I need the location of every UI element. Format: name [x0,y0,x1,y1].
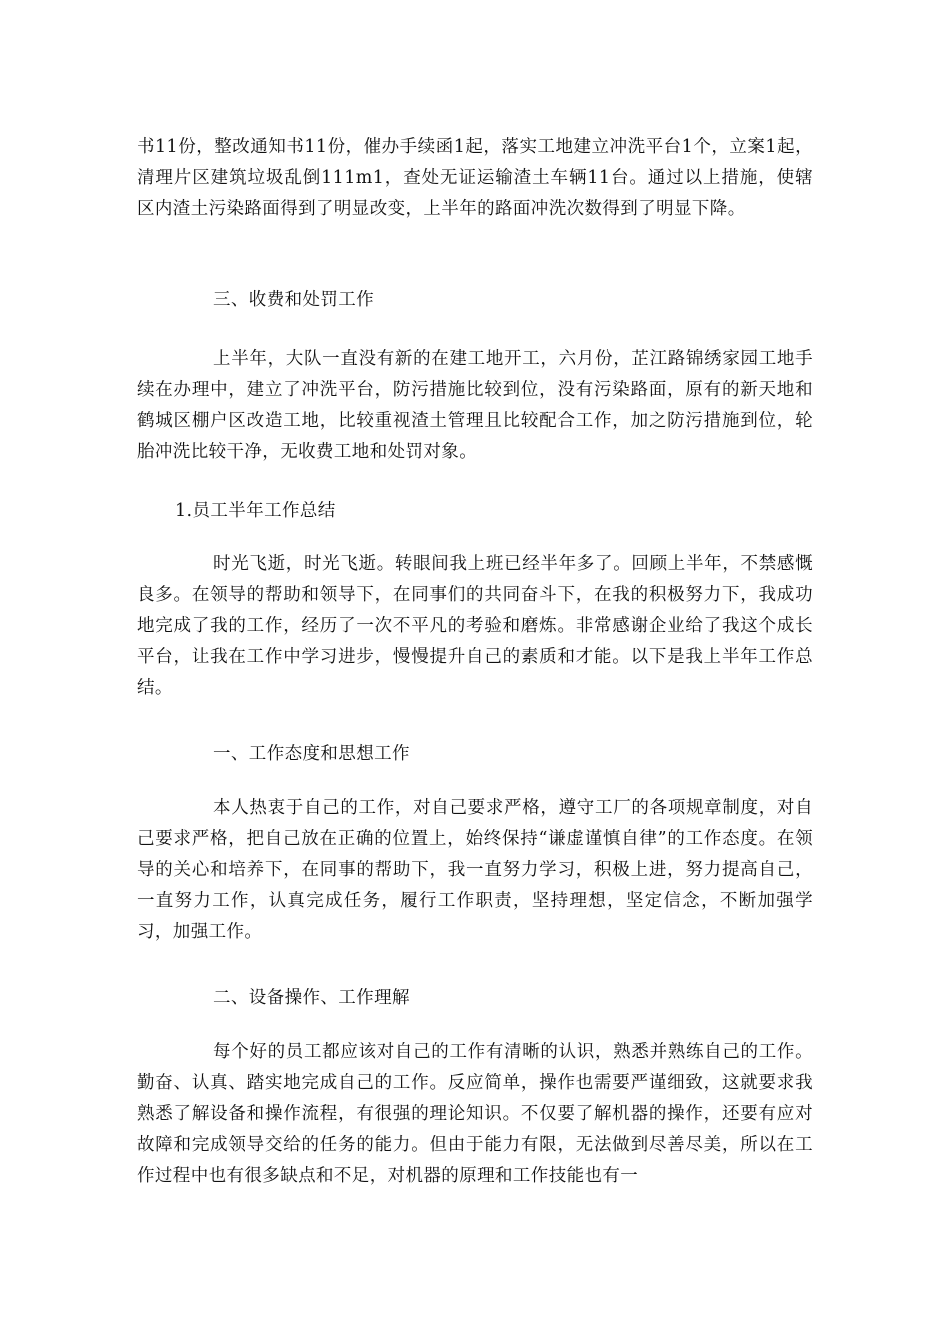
paragraph-summary-introduction: 时光飞逝，时光飞逝。转眼间我上班已经半年多了。回顾上半年，不禁感慨良多。在领导的帮助和领导下，在同事们的共同奋斗下，在我的积极努力下，我成功地完成了我的工作，经历了一次不平凡的考验和磨炼。非常感谢企业给了我这个成长平台，让我在工作中学习进步，慢慢提升自己的素质和才能。以下是我上半年工作总结。 [137,554,813,698]
heading-equipment-operation: 二、设备操作、工作理解 [213,988,410,1008]
paragraph-equipment-operation: 每个好的员工都应该对自己的工作有清晰的认识，熟悉并熟练自己的工作。勤奋、认真、踏实地完成自己的工作。反应简单，操作也需要严谨细致，这就要求我熟悉了解设备和操作流程，有很强的理论知识。不仅要了解机器的操作，还要有应对故障和完成领导交给的任务的能力。但由于能力有限，无法做到尽善尽美，所以在工作过程中也有很多缺点和不足，对机器的原理和工作技能也有一 [137,1042,813,1186]
heading-work-attitude: 一、工作态度和思想工作 [213,744,410,764]
heading-fees-and-penalties: 三、收费和处罚工作 [213,290,375,310]
paragraph-fees-and-penalties: 上半年，大队一直没有新的在建工地开工，六月份，芷江路锦绣家园工地手续在办理中，建立了冲洗平台，防污措施比较到位，没有污染路面，原有的新天地和鹤城区棚户区改造工地，比较重视渣土管理且比较配合工作，加之防污措施到位，轮胎冲洗比较干净，无收费工地和处罚对象。 [137,349,813,462]
paragraph-construction-waste-results: 书11份，整改通知书11份，催办手续函1起，落实工地建立冲洗平台1个，立案1起，清理片区建筑垃圾乱倒111m1，查处无证运输渣土车辆11台。通过以上措施，使辖区内渣土污染路面得到了明显改变，上半年的路面冲洗次数得到了明显下降。 [137,137,813,219]
heading-employee-half-year-summary: 1.员工半年工作总结 [175,501,336,521]
paragraph-work-attitude: 本人热衷于自己的工作，对自己要求严格，遵守工厂的各项规章制度，对自己要求严格，把自己放在正确的位置上，始终保持“谦虚谨慎自律”的工作态度。在领导的关心和培养下，在同事的帮助下，我一直努力学习，积极上进，努力提高自己，一直努力工作，认真完成任务，履行工作职责，坚持理想，坚定信念，不断加强学习，加强工作。 [137,798,813,942]
